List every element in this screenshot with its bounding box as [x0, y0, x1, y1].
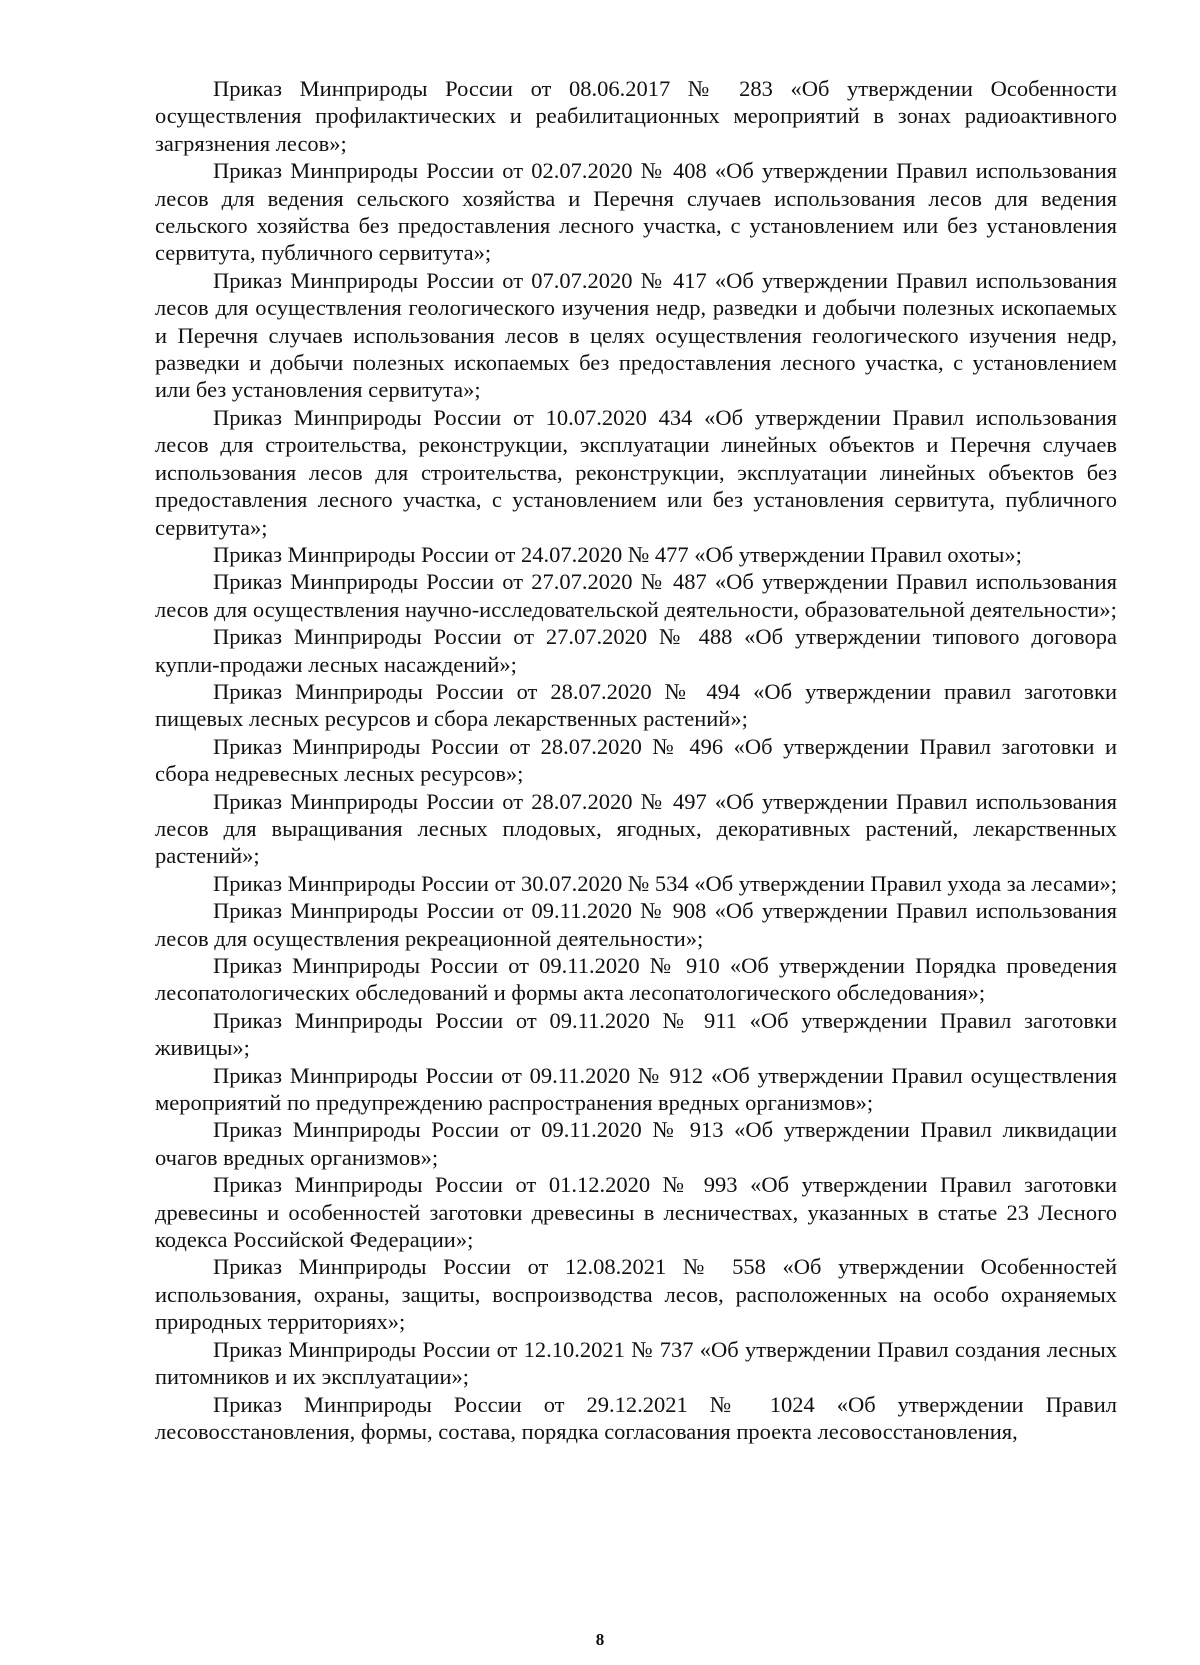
paragraph: Приказ Минприроды России от 08.06.2017 № 283 «Об утверждении Особенности осуществления профилактических и реабилитационных мероприятий в зонах радиоактивного загрязнения лесов»;	[155, 76, 1117, 156]
paragraph: Приказ Минприроды России от 09.11.2020 № 910 «Об утверждении Порядка проведения лесопатологических обследований и формы акта лесопатологического обследования»;	[155, 953, 1117, 1006]
paragraph: Приказ Минприроды России от 12.10.2021 № 737 «Об утверждении Правил создания лесных питомников и их эксплуатации»;	[155, 1336, 1117, 1390]
paragraph: Приказ Минприроды России от 09.11.2020 № 912 «Об утверждении Правил осуществления мероприятий по предупреждению распространения вредных организмов»;	[155, 1062, 1117, 1116]
page-number: 8	[595, 1630, 605, 1649]
paragraph: Приказ Минприроды России от 29.12.2021 № 1024 «Об утверждении Правил лесовосстановления, формы, состава, порядка согласования проекта лесовосстановления,	[155, 1391, 1117, 1444]
paragraph: Приказ Минприроды России от 07.07.2020 № 417 «Об утверждении Правил использования лесов для осуществления геологического изучения недр, разведки и добычи полезных ископаемых и Перечня случаев использования лесов в целях осуществления геологического изучения недр, разведки и добычи полезных ископаемых без предоставления лесного участка, с установлением или без установления сервитута»;	[155, 267, 1117, 403]
paragraph: Приказ Минприроды России от 28.07.2020 № 496 «Об утверждении Правил заготовки и сбора недревесных лесных ресурсов»;	[155, 733, 1117, 787]
paragraph: Приказ Минприроды России от 10.07.2020 434 «Об утверждении Правил использования лесов для строительства, реконструкции, эксплуатации линейных объектов и Перечня случаев использования лесов для строительства, реконструкции, эксплуатации линейных объектов без предоставления лесного участка, с установлением или без установления сервитута, публичного сервитута»;	[155, 404, 1117, 540]
paragraph: Приказ Минприроды России от 01.12.2020 № 993 «Об утверждении Правил заготовки древесины и особенностей заготовки древесины в лесничествах, указанных в статье 23 Лесного кодекса Российской Федерации»;	[155, 1172, 1117, 1253]
paragraph: Приказ Минприроды России от 12.08.2021 № 558 «Об утверждении Особенностей использования, охраны, защиты, воспроизводства лесов, расположенных на особо охраняемых природных территориях»;	[155, 1254, 1117, 1335]
paragraph: Приказ Минприроды России от 24.07.2020 № 477 «Об утверждении Правил охоты»;	[213, 541, 1022, 567]
paragraph: Приказ Минприроды России от 28.07.2020 № 497 «Об утверждении Правил использования лесов для выращивания лесных плодовых, ягодных, декоративных растений, лекарственных растений»;	[155, 788, 1117, 869]
paragraph: Приказ Минприроды России от 27.07.2020 № 487 «Об утверждении Правил использования лесов для осуществления научно-исследовательской деятельности, образовательной деятельности»;	[155, 569, 1117, 622]
paragraph: Приказ Минприроды России от 09.11.2020 № 908 «Об утверждении Правил использования лесов для осуществления рекреационной деятельности»;	[155, 898, 1117, 951]
paragraph: Приказ Минприроды России от 30.07.2020 № 534 «Об утверждении Правил ухода за лесами»;	[213, 870, 1118, 896]
paragraph: Приказ Минприроды России от 02.07.2020 № 408 «Об утверждении Правил использования лесов для ведения сельского хозяйства и Перечня случаев использования лесов для ведения сельского хозяйства без предоставления лесного участка, с установлением или без установления сервитута, публичного сервитута»;	[155, 158, 1117, 266]
paragraph: Приказ Минприроды России от 28.07.2020 № 494 «Об утверждении правил заготовки пищевых лесных ресурсов и сбора лекарственных растений»;	[155, 678, 1117, 732]
paragraph: Приказ Минприроды России от 09.11.2020 № 913 «Об утверждении Правил ликвидации очагов вредных организмов»;	[155, 1117, 1117, 1170]
document-body	[155, 75, 1117, 1445]
paragraph: Приказ Минприроды России от 09.11.2020 № 911 «Об утверждении Правил заготовки живицы»;	[155, 1007, 1117, 1061]
paragraph: Приказ Минприроды России от 27.07.2020 № 488 «Об утверждении типового договора купли-продажи лесных насаждений»;	[155, 624, 1117, 677]
